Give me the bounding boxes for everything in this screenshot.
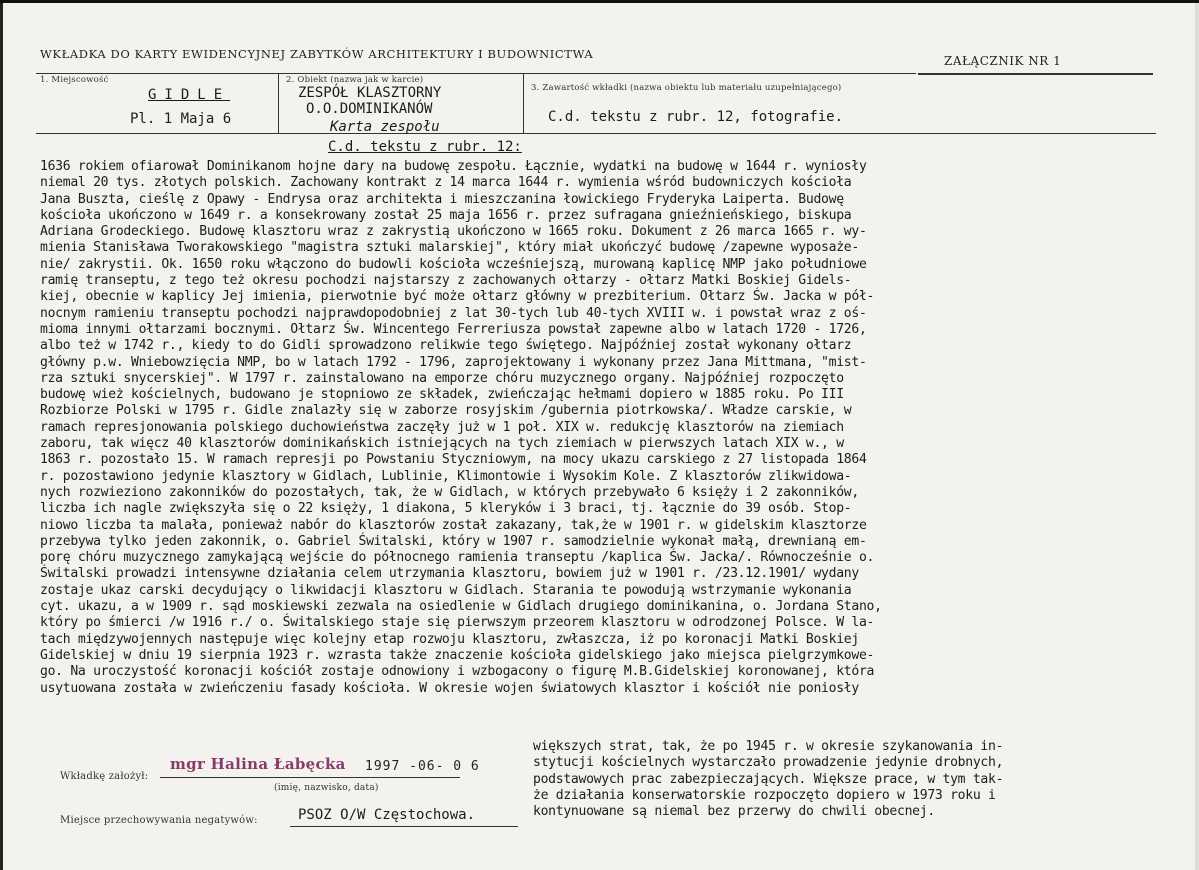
text-line: kościoła ukończono w 1649 r. a konsekrowany został 25 maja 1656 r. przez sufragana gnieźnieńskiego, biskupa — [40, 207, 852, 223]
text-line: który po śmierci /w 1916 r./ o. Świtalskiego staje się pierwszym przeorem klasztoru w odrodzonej Polsce. W la- — [40, 615, 875, 631]
text-line: mienia Stanisława Tworakowskiego "magistra sztuki malarskiej", który miał ukończyć budowę /zapewne wyposaże- — [40, 240, 859, 256]
storage-label: Miejsce przechowywania negatywów: — [60, 815, 258, 826]
text-line: ramach represjonowania polskiego duchowieństwa zaczęły już w 1 poł. XIX w. redukcję klasztorów na ziemiach — [40, 419, 844, 435]
content-value: C.d. tekstu z rubr. 12, fotografie. — [548, 109, 844, 125]
attachment-rule — [918, 73, 1153, 75]
attachment-number: ZAŁĄCZNIK NR 1 — [944, 54, 1062, 68]
text-line: Gidelskiej w dniu 19 sierpnia 1923 r. wzrasta także znaczenie kościoła gidelskiego jako miejsca pielgrzymkowe- — [40, 647, 875, 663]
tail-text-line: kontynuowane są niemal bez przerwy do chwili obecnej. — [533, 804, 935, 820]
scan-edge-right — [1195, 3, 1199, 870]
address-value: Pl. 1 Maja 6 — [130, 111, 232, 127]
text-line: niowo liczba ta malała, ponieważ nabór do klasztorów został zakazany, tak,że w 1901 r. w gidelskim klasztorze — [40, 517, 867, 533]
text-line: kiej, obecnie w kaplicy Jej imienia, pierwotnie być może ołtarz główny w prezbiterium. Ołtarz Św. Jacka w pół- — [40, 289, 875, 305]
text-line: budowę wież kościelnych, budowano je stopniowo ze składek, zwieńczając hełmami dopiero w 1885 roku. Po III — [40, 387, 844, 403]
object-label: 2. Obiekt (nazwa jak w karcie) — [286, 75, 424, 85]
text-line: nych rozwieziono zakonników do pozostałych, tak, że w Gidlach, w których przebywało 6 księży i 2 zakonników, — [40, 484, 859, 500]
text-line: tach międzywojennych następuje więc kolejny etap rozwoju klasztoru, zwłaszcza, iż po koronacji Matki Boskiej — [40, 631, 859, 647]
tail-text-line: stytucji kościelnych wystarczało prowadzenie jedynie drobnych, — [533, 755, 1004, 771]
storage-rule — [290, 826, 518, 827]
prepared-caption: (imię, nazwisko, data) — [274, 783, 379, 793]
object-line-1: ZESPÓŁ KLASZTORNY — [298, 85, 442, 101]
preparer-stamp: mgr Halina Łabęcka — [170, 755, 346, 773]
fields-bottom-rule — [36, 133, 1156, 134]
text-line: mioma innymi ołtarzami bocznymi. Ołtarz Św. Wincentego Ferreriusza powstał zapewne albo w latach 1720 - 1726, — [40, 321, 867, 337]
continued-text — [40, 159, 1160, 697]
object-line-3: Karta zespołu — [330, 119, 440, 135]
fields-top-rule — [36, 73, 916, 74]
text-line: liczba ich nagle zwiększyła się o 22 księży, 1 diakona, 5 kleryków i 3 braci, tj. łącznie do 39 osób. Stop- — [40, 501, 852, 517]
tail-text-line: podstawowych prac zabezpieczających. Większe prace, w tym tak- — [533, 771, 1004, 787]
text-line: 1863 r. pozostało 15. W ramach represji po Powstaniu Styczniowym, na mocy ukazu carskiego z 27 listopada 1864 — [40, 452, 867, 468]
scan-edge-left — [0, 3, 3, 870]
text-line: Rozbiorze Polski w 1795 r. Gidle znalazły się w zaborze rosyjskim /gubernia piotrkowska/. Władze carskie, w — [40, 403, 852, 419]
locality-label: 1. Miejscowość — [40, 75, 109, 85]
text-line: zostaje ukaz carski decydujący o likwidacji klasztoru w Gidlach. Starania te powodują wstrzymanie wykonania — [40, 582, 852, 598]
fields-divider-2 — [523, 73, 524, 133]
object-line-2: O.O.DOMINIKANÓW — [306, 101, 433, 117]
text-line: nocnym ramieniu transeptu pochodzi najprawdopodobniej z lat 30-tych lub 40-tych XVIII w. i powstał wraz z oś- — [40, 305, 867, 321]
text-line: ramię transeptu, z tego też okresu pochodzi najstarszy z zachowanych ołtarzy - ołtarz Matki Boskiej Gidels- — [40, 273, 852, 289]
text-line: albo też w 1742 r., kiedy to do Gidli sprowadzono relikwie tego świętego. Najpóźniej został wykonany ołtarz — [40, 338, 852, 354]
text-line: zaboru, tak więcz 40 klasztorów dominikańskich istniejących na tych ziemiach w pierwszych latach XIX w., w — [40, 436, 844, 452]
tail-text-line: większych strat, tak, że po 1945 r. w okresie szykanowania in- — [533, 739, 1004, 754]
text-line: cyt. ukazu, a w 1909 r. sąd moskiewski zezwala na osiedlenie w Gidlach drugiego dominikanina, o. Jordana Stano, — [40, 599, 882, 615]
continued-text-tail — [533, 739, 1173, 820]
prepared-rule — [160, 777, 460, 778]
text-line: 1636 rokiem ofiarował Dominikanom hojne dary na budowę zespołu. Łącznie, wydatki na budowę w 1644 r. wyniosły — [40, 159, 867, 174]
content-label: 3. Zawartość wkładki (nazwa obiektu lub materiału uzupełniającego) — [531, 83, 842, 93]
text-line: porę chóru muzycznego zamykającą wejście do północnego ramienia transeptu /kaplica Św. Jacka/. Równocześnie o. — [40, 550, 875, 566]
text-line: Świtalski prowadzi intensywne działania celem utrzymania klasztoru, bowiem już w 1901 r. /23.12.1901/ wydany — [40, 566, 859, 582]
text-line: Adriana Grodeckiego. Budowę klasztoru wraz z zakrystią ukończono w 1665 roku. Dokument z 26 marca 1665 r. wy- — [40, 224, 867, 240]
prepared-date: 1997 -06- 0 6 — [365, 759, 480, 774]
text-line: Jana Buszta, cieślę z Opawy - Endrysa oraz architekta i mieszczanina łowickiego Fryderyka Laiperta. Budowę — [40, 191, 844, 207]
locality-value: GIDLE — [148, 87, 231, 103]
fields-divider-1 — [278, 73, 279, 133]
storage-value: PSOZ O/W Częstochowa. — [298, 807, 476, 823]
text-line: nie/ zakrystii. Ok. 1650 roku włączono do budowli kościoła wcześniejszą, murowaną kaplicę NMP jako południowe — [40, 256, 867, 272]
prepared-by-label: Wkładkę założył: — [60, 771, 149, 782]
tail-text-line: że działania konserwatorskie rozpoczęto dopiero w 1973 roku i — [533, 787, 996, 803]
text-line: go. Na uroczystość koronacji kościół zostaje odnowiony i wzbogacony o figurę M.B.Gidelskiej koronowanej, która — [40, 664, 875, 680]
text-line: niemal 20 tys. złotych polskich. Zachowany kontrakt z 14 marca 1644 r. wymienia wśród budowniczych kościoła — [40, 175, 852, 191]
text-line: usytuowana została w zwieńczeniu fasady kościoła. W okresie wojen światowych klasztor i kościół nie poniosły — [40, 680, 859, 696]
form-title: WKŁADKA DO KARTY EWIDENCYJNEJ ZABYTKÓW ARCHITEKTURY I BUDOWNICTWA — [40, 47, 594, 61]
text-line: rza sztuki snycerskiej". W 1797 r. zainstalowano na emporze chóru muzycznego organy. Najpóźniej rozpoczęto — [40, 370, 844, 386]
text-line: główny p.w. Wniebowzięcia NMP, bo w latach 1792 - 1796, zaprojektowany i wykonany przez Jana Mittmana, "mist- — [40, 354, 867, 370]
text-line: przebywa tylko jeden zakonnik, o. Gabriel Świtalski, który w 1907 r. samodzielnie wykonał małą, drewnianą em- — [40, 533, 867, 549]
text-line: r. pozostawiono jedynie klasztory w Gidlach, Lublinie, Klimontowie i Wysokim Kole. Z klasztorów zlikwidowa- — [40, 468, 852, 484]
section-heading: C.d. tekstu z rubr. 12: — [328, 139, 522, 155]
